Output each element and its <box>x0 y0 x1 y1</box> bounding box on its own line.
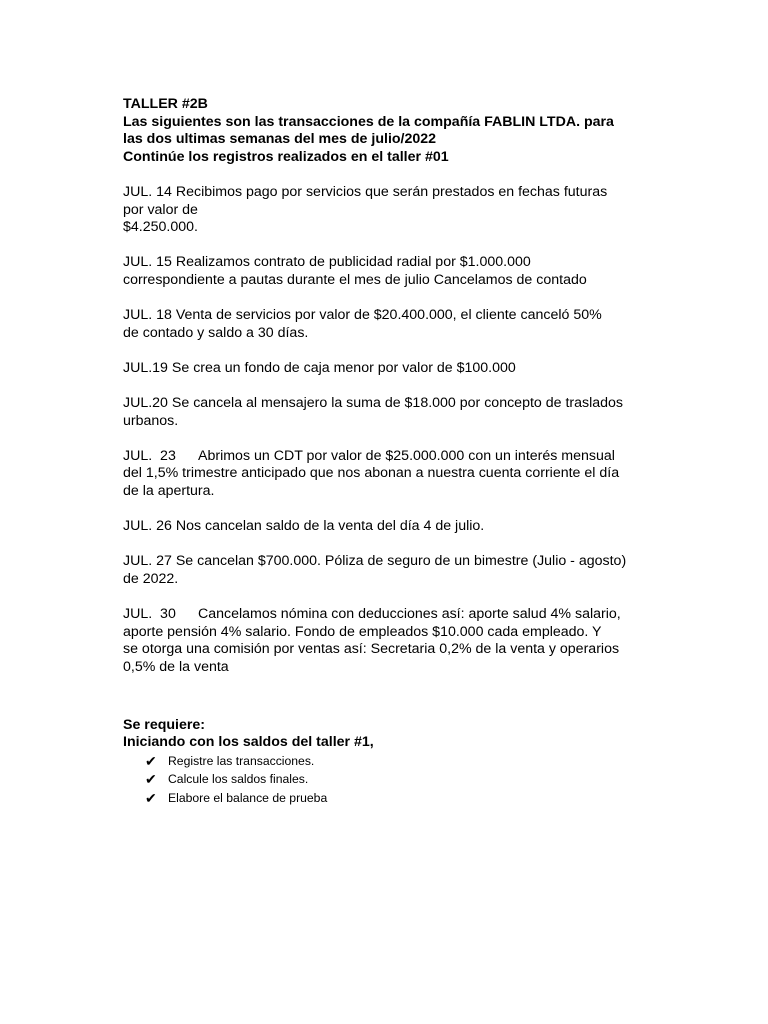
transaction-line <box>123 606 663 624</box>
requirement-item <box>123 752 663 771</box>
requirements-subheading: Iniciando con los saldos del taller #1, <box>123 734 374 751</box>
document-content <box>123 96 663 808</box>
transaction-line: de contado y saldo a 30 días. <box>123 324 309 341</box>
document-header <box>123 96 663 166</box>
subtitle-line-1: Las siguientes son las transacciones de la compañía FABLIN LTDA. para <box>123 113 614 130</box>
subtitle-line-3: Continúe los registros realizados en el taller #01 <box>123 148 449 165</box>
transaction-line: se otorga una comisión por ventas así: Secretaria 0,2% de la venta y operarios <box>123 641 620 658</box>
requirements-list <box>123 752 663 808</box>
transaction-line: $4.250.000. <box>123 219 198 236</box>
transaction-entry <box>123 606 663 676</box>
transaction-date: JUL. 23 <box>123 447 176 464</box>
transaction-line: JUL. 27 Se cancelan $700.000. Póliza de seguro de un bimestre (Julio - agosto) <box>123 553 627 570</box>
transaction-entry <box>123 360 663 378</box>
transaction-line: de la apertura. <box>123 483 215 500</box>
transaction-list <box>123 184 663 677</box>
transaction-line: de 2022. <box>123 571 179 588</box>
transaction-line: JUL.20 Se cancela al mensajero la suma de $18.000 por concepto de traslados <box>123 395 624 412</box>
transaction-line: aporte pensión 4% salario. Fondo de empleados $10.000 cada empleado. Y <box>123 623 602 640</box>
transaction-line: urbanos. <box>123 412 179 429</box>
requirement-text: Registre las transacciones. <box>168 753 315 768</box>
transaction-entry <box>123 307 663 342</box>
transaction-entry <box>123 448 663 501</box>
requirement-text: Calcule los saldos finales. <box>168 772 309 787</box>
transaction-text: Abrimos un CDT por valor de $25.000.000 con un interés mensual <box>198 447 615 464</box>
transaction-entry <box>123 395 663 430</box>
transaction-line: correspondiente a pautas durante el mes de julio Cancelamos de contado <box>123 271 587 288</box>
requirement-text: Elabore el balance de prueba <box>168 790 328 805</box>
transaction-line: JUL. 14 Recibimos pago por servicios que serán prestados en fechas futuras <box>123 183 608 200</box>
checkmark-icon: ✔ <box>145 752 157 769</box>
transaction-line <box>123 448 663 466</box>
requirements-section <box>123 717 663 752</box>
transaction-line: JUL. 26 Nos cancelan saldo de la venta del día 4 de julio. <box>123 518 485 535</box>
transaction-entry <box>123 518 663 536</box>
page-title: TALLER #2B <box>123 96 208 112</box>
requirements-heading: Se requiere: <box>123 716 206 733</box>
transaction-entry <box>123 184 663 237</box>
transaction-line: por valor de <box>123 201 198 218</box>
transaction-line: JUL.19 Se crea un fondo de caja menor por valor de $100.000 <box>123 359 516 376</box>
transaction-line: JUL. 15 Realizamos contrato de publicidad radial por $1.000.000 <box>123 254 531 271</box>
transaction-line: 0,5% de la venta <box>123 659 229 675</box>
requirement-item <box>123 789 663 808</box>
checkmark-icon: ✔ <box>145 789 157 806</box>
transaction-entry <box>123 254 663 289</box>
transaction-entry <box>123 553 663 588</box>
transaction-date: JUL. 30 <box>123 606 176 623</box>
transaction-line: JUL. 18 Venta de servicios por valor de $20.400.000, el cliente canceló 50% <box>123 307 602 324</box>
requirement-item <box>123 770 663 789</box>
transaction-line: del 1,5% trimestre anticipado que nos abonan a nuestra cuenta corriente el día <box>123 465 620 482</box>
transaction-text: Cancelamos nómina con deducciones así: aporte salud 4% salario, <box>198 606 621 623</box>
checkmark-icon: ✔ <box>145 771 157 788</box>
subtitle-line-2: las dos ultimas semanas del mes de julio/2022 <box>123 131 437 148</box>
